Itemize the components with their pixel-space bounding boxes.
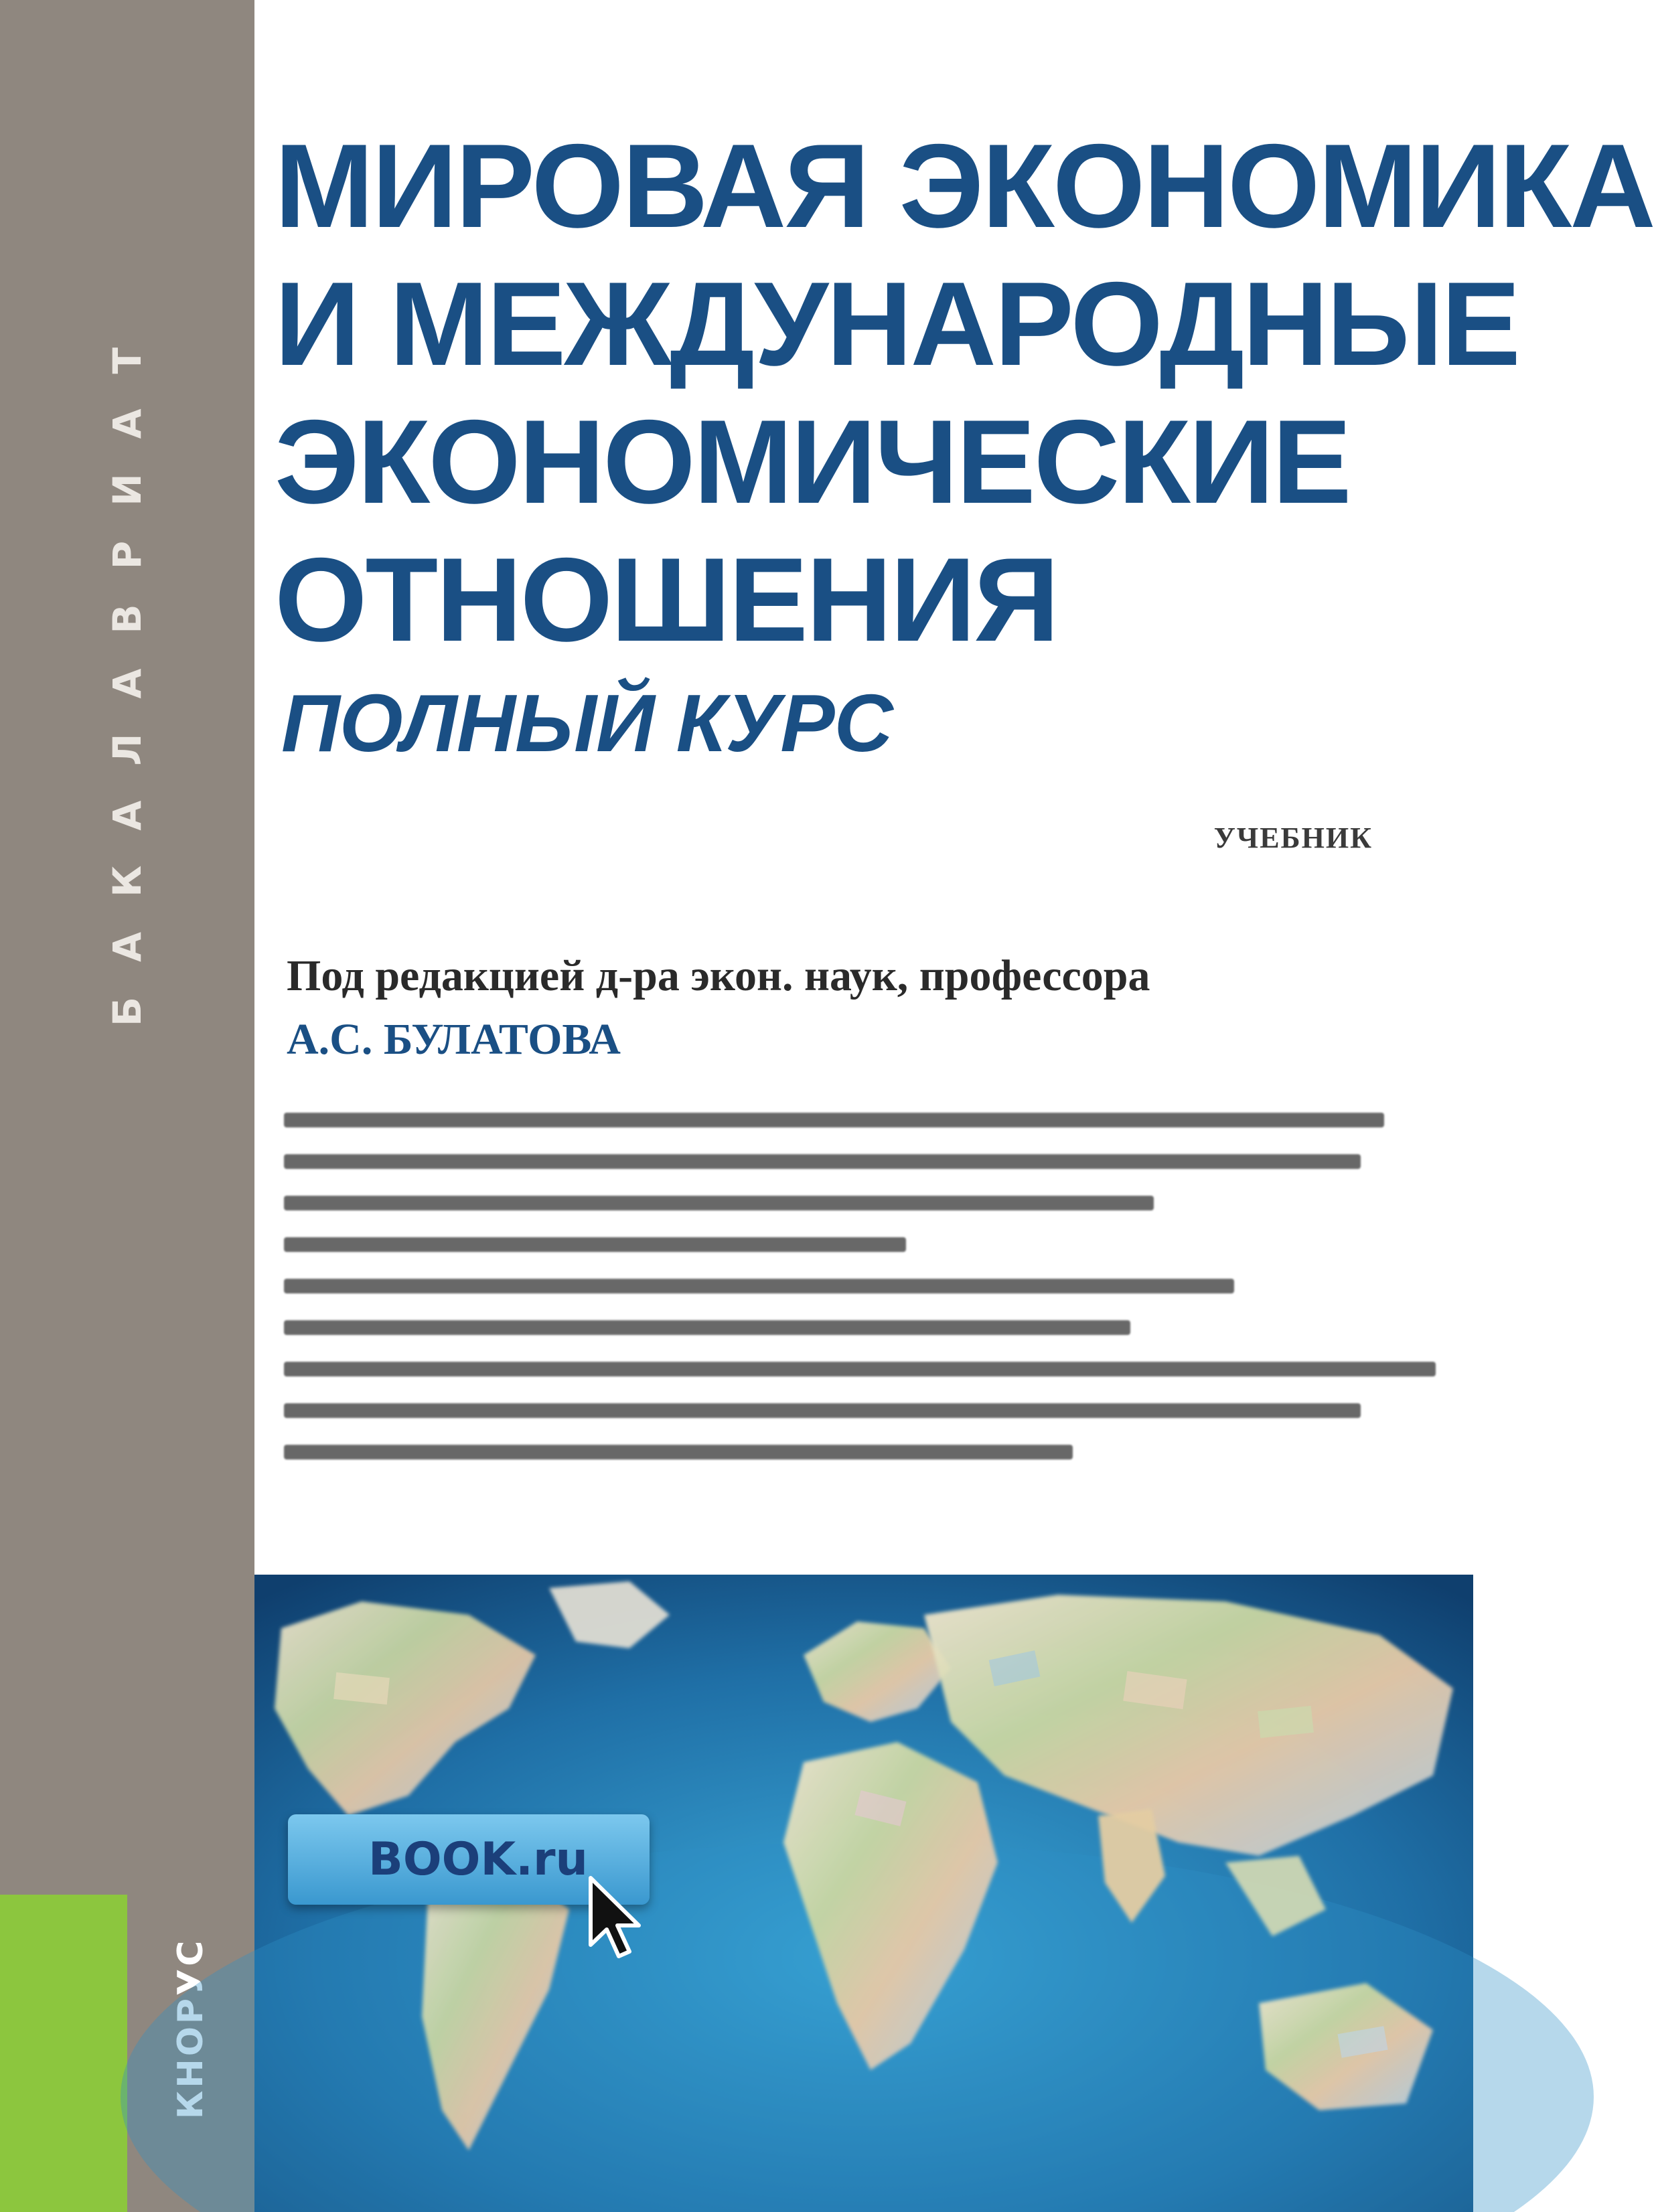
contents-item-blurred bbox=[284, 1237, 906, 1252]
contents-item-blurred bbox=[284, 1362, 1436, 1376]
contents-item-blurred bbox=[284, 1154, 1361, 1169]
title-line-2: И МЕЖДУНАРОДНЫЕ bbox=[275, 257, 1519, 390]
mouse-pointer-icon bbox=[584, 1875, 644, 1962]
contents-item-blurred bbox=[284, 1279, 1234, 1293]
contents-item-blurred bbox=[284, 1320, 1130, 1335]
book-subtitle: ПОЛНЫЙ КУРС bbox=[281, 678, 893, 769]
title-line-3: ЭКОНОМИЧЕСКИЕ bbox=[275, 395, 1350, 528]
editor-name: А.С. БУЛАТОВА bbox=[287, 1015, 621, 1064]
editor-credit: Под редакцией д-ра экон. наук, профессора bbox=[287, 951, 1150, 1000]
book-title bbox=[275, 117, 1654, 669]
series-label: БАКАЛАВРИАТ bbox=[104, 312, 150, 1027]
title-line-4: ОТНОШЕНИЯ bbox=[275, 533, 1058, 666]
book-type-label: УЧЕБНИК bbox=[1213, 821, 1373, 854]
title-line-1: МИРОВАЯ ЭКОНОМИКА bbox=[275, 119, 1654, 252]
book-ru-label: BOOK.ru bbox=[368, 1833, 588, 1886]
contents-item-blurred bbox=[284, 1403, 1361, 1418]
cover-spine-strip bbox=[0, 0, 254, 2212]
contents-item-blurred bbox=[284, 1445, 1073, 1459]
contents-item-blurred bbox=[284, 1196, 1154, 1210]
publisher-accent-block bbox=[0, 1895, 127, 2212]
publisher-label: КНОРУС bbox=[171, 1938, 211, 2120]
contents-list-blurred bbox=[284, 1113, 1436, 1486]
contents-item-blurred bbox=[284, 1113, 1384, 1127]
series-label-area bbox=[0, 0, 254, 1027]
